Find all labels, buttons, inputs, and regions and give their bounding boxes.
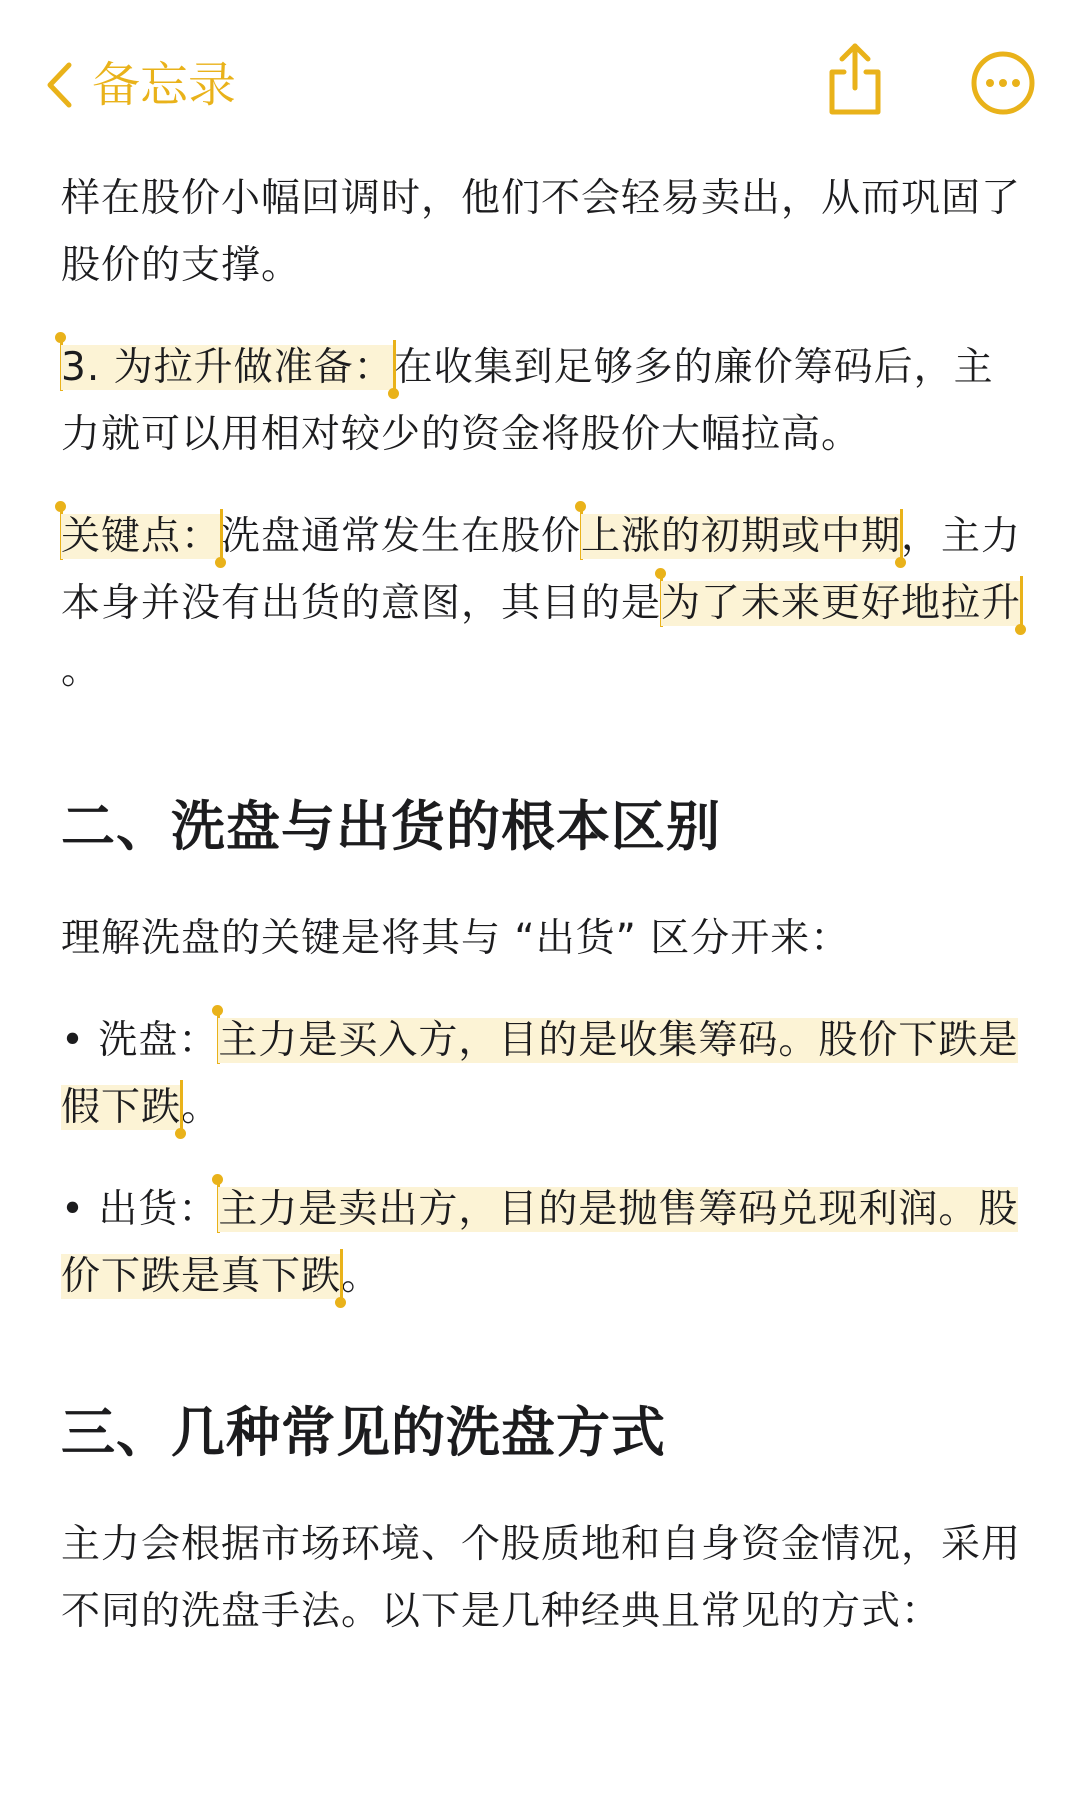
paragraph: 样在股价小幅回调时，他们不会轻易卖出，从而巩固了股价的支撑。: [61, 176, 1022, 288]
section-heading: 三、几种常见的洗盘方式: [61, 1401, 666, 1464]
share-icon: [820, 40, 890, 120]
paragraph: 理解洗盘的关键是将其与 “出货” 区分开来：: [61, 916, 851, 961]
back-label: 备忘录: [92, 57, 237, 113]
list-item: • 出货：主力是卖出方，目的是抛售筹码兑现利润。股价下跌是真下跌。: [61, 1187, 1019, 1299]
highlight: 3. 为拉升做准备：: [61, 345, 394, 390]
chevron-left-icon: [44, 61, 74, 109]
paragraph: 关键点：洗盘通常发生在股价上涨的初期或中期，主力本身并没有出货的意图，其目的是为了未来更好地拉升。: [61, 514, 1022, 693]
paragraph: 主力会根据市场环境、个股质地和自身资金情况，采用不同的洗盘手法。以下是几种经典且常见的方式：: [61, 1522, 1022, 1634]
highlight: 为了未来更好地拉升: [661, 581, 1022, 626]
list-item: • 洗盘：主力是买入方，目的是收集筹码。股价下跌是假下跌。: [61, 1018, 1019, 1130]
more-icon: [970, 50, 1036, 116]
nav-bar: [0, 0, 1080, 150]
share-button[interactable]: [820, 40, 890, 120]
highlight: 上涨的初期或中期: [581, 514, 902, 559]
highlight: 关键点：: [61, 514, 222, 559]
section-heading: 二、洗盘与出货的根本区别: [61, 795, 721, 858]
more-button[interactable]: [970, 50, 1036, 116]
back-button[interactable]: [44, 50, 236, 120]
paragraph: 3. 为拉升做准备：在收集到足够多的廉价筹码后，主力就可以用相对较少的资金将股价大幅拉高。: [61, 345, 994, 457]
highlight: 主力是买入方，目的是收集筹码。股价下跌是假下跌: [61, 1018, 1019, 1130]
note-body[interactable]: [61, 165, 1031, 1645]
highlight: 主力是卖出方，目的是抛售筹码兑现利润。股价下跌是真下跌: [61, 1187, 1019, 1299]
